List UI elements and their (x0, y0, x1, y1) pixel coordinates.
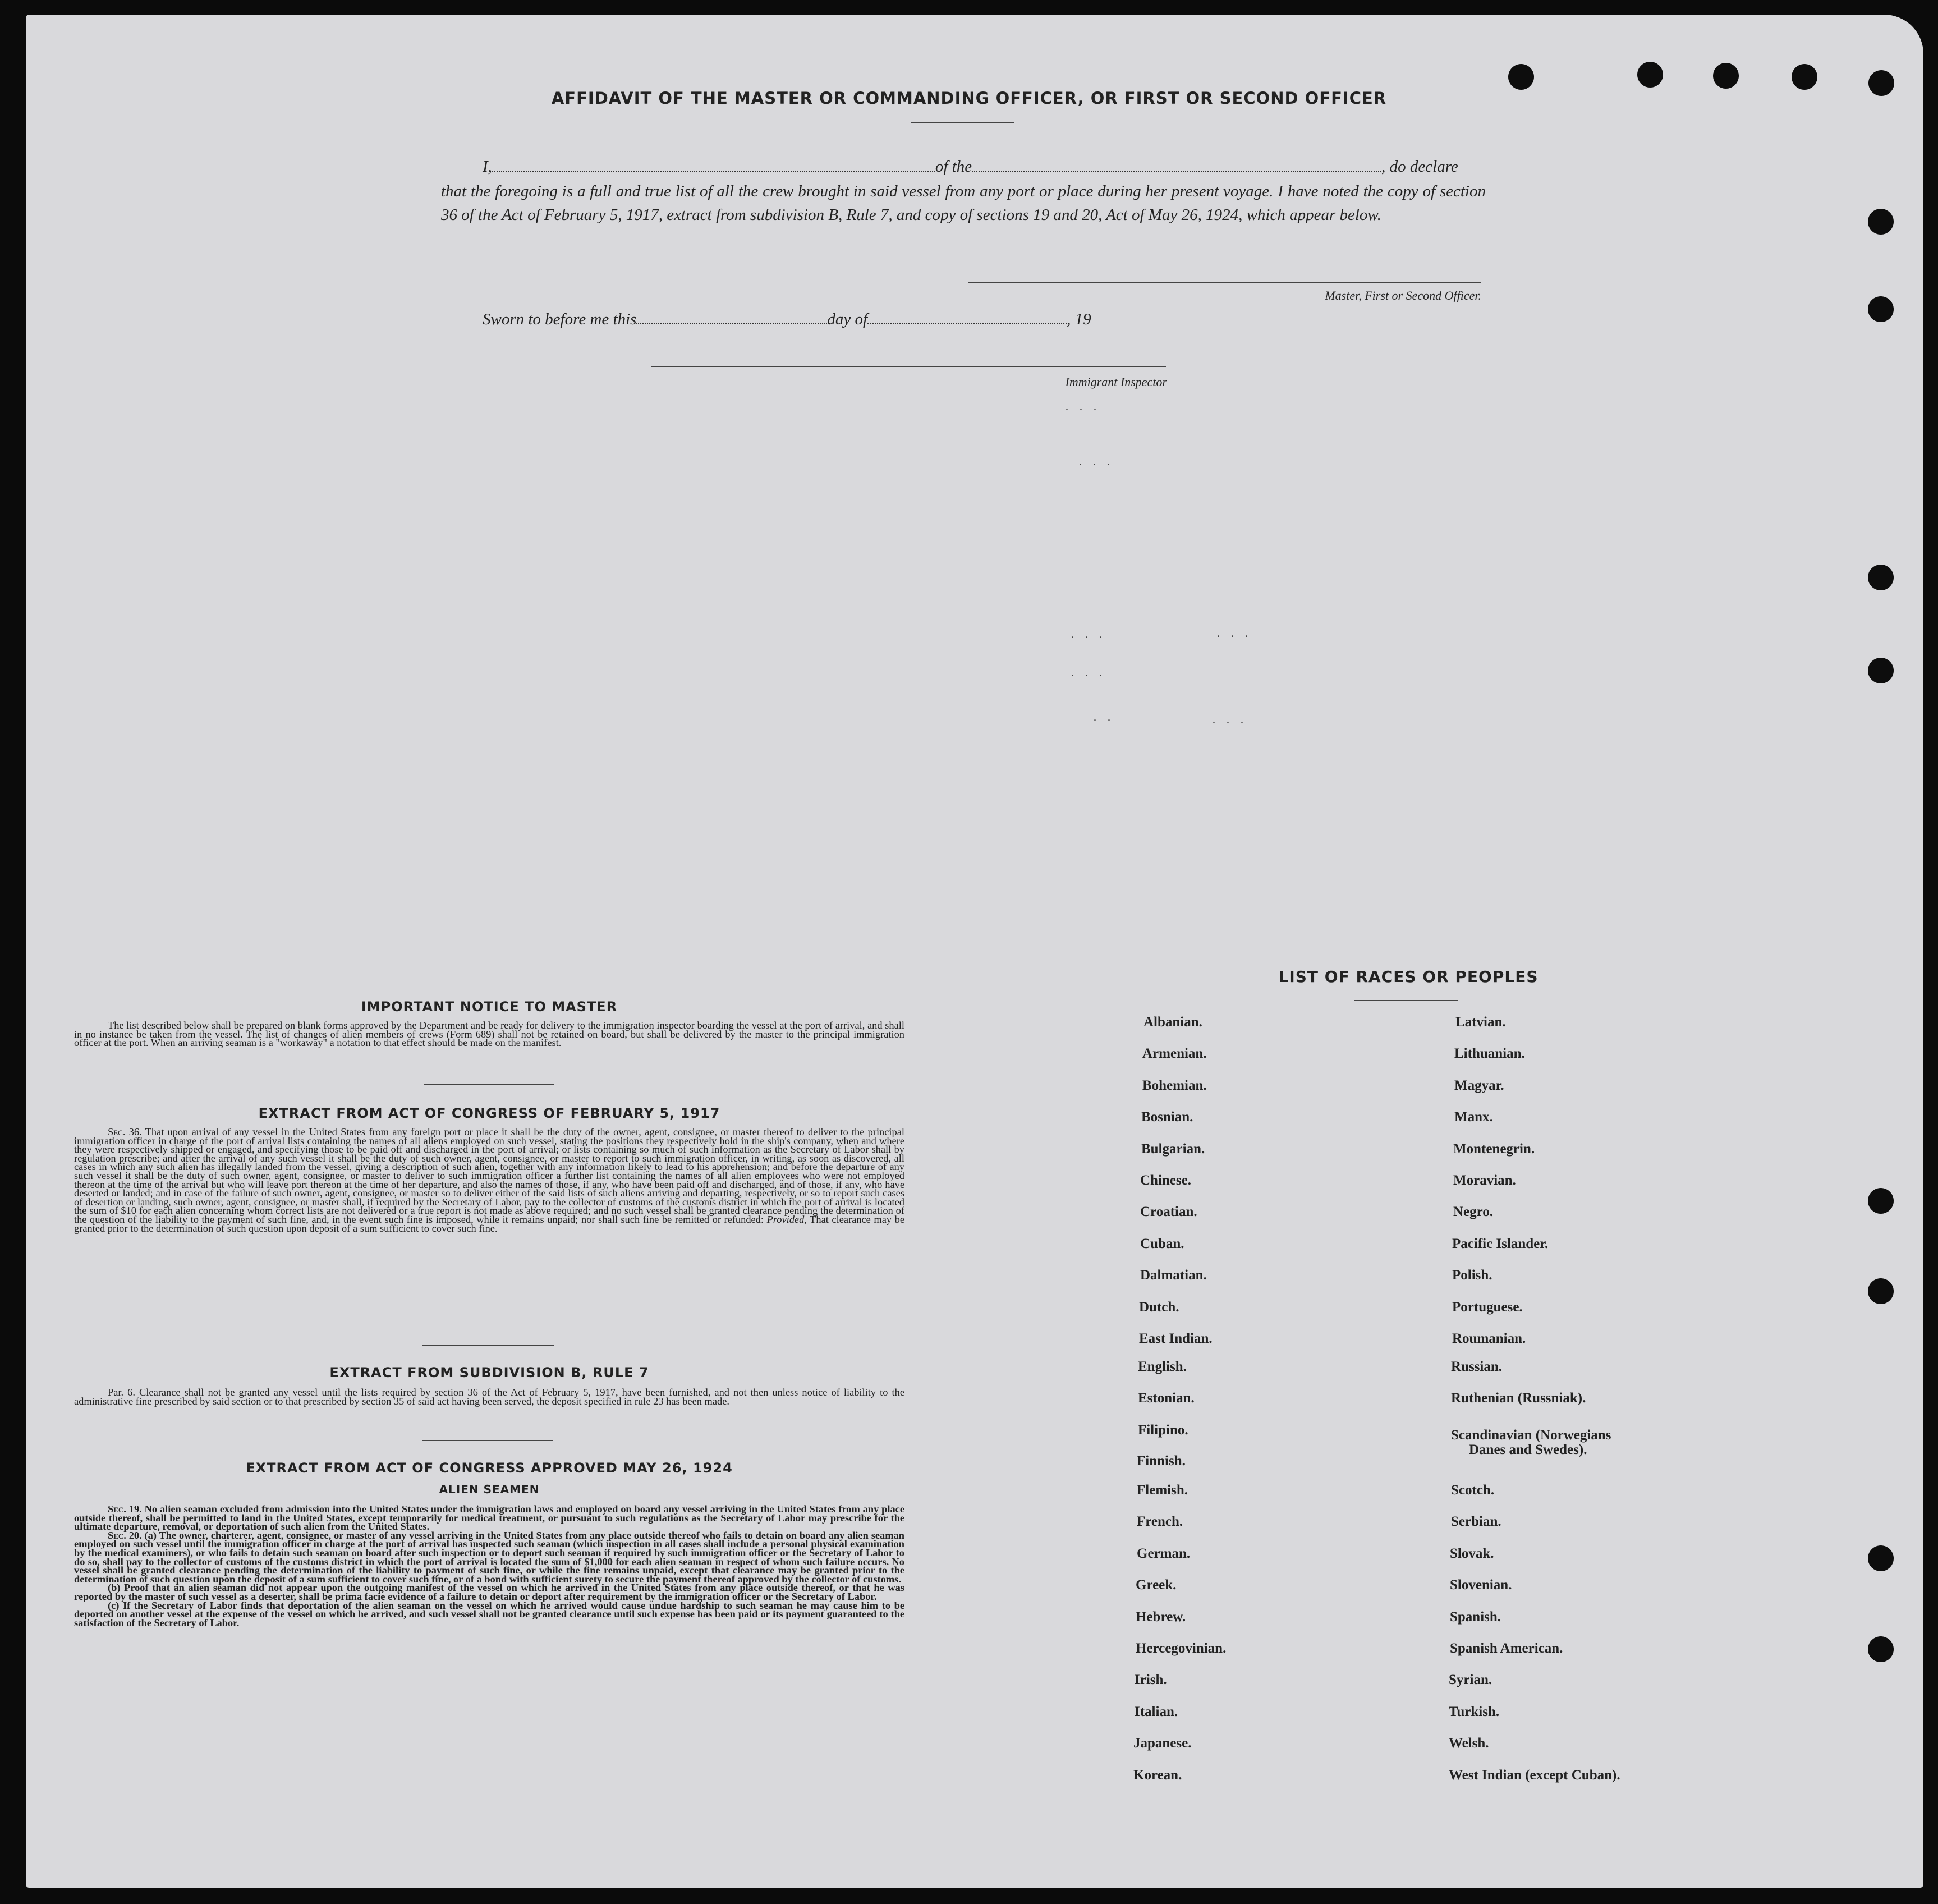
race-item: Lithuanian. (1454, 1046, 1525, 1061)
stray-marks: ... (1078, 455, 1120, 469)
race-item: Greek. (1136, 1577, 1177, 1593)
stray-marks: ... (1212, 713, 1254, 727)
stray-marks: ... (1216, 626, 1259, 640)
extract-1917-heading: EXTRACT FROM ACT OF CONGRESS OF FEBRUARY 5, 1917 (258, 1105, 720, 1121)
sec-36-paragraph (74, 1128, 904, 1233)
inspector-caption: Immigrant Inspector (1065, 375, 1167, 389)
race-item: German. (1137, 1546, 1191, 1561)
sec-19-label: Sec. 19. (108, 1503, 142, 1515)
race-item: Irish. (1135, 1672, 1167, 1687)
month-blank (867, 323, 1067, 324)
race-item: Magyar. (1454, 1078, 1504, 1093)
punch-hole (1868, 1545, 1894, 1571)
race-item: Armenian. (1142, 1046, 1207, 1061)
race-item: Dutch. (1139, 1300, 1179, 1315)
race-item: Ruthenian (Russniak). (1451, 1391, 1586, 1406)
race-item: Russian. (1451, 1359, 1503, 1374)
extract-1924-text (74, 1505, 904, 1627)
notice-heading: IMPORTANT NOTICE TO MASTER (361, 999, 618, 1015)
race-item: Finnish. (1137, 1453, 1186, 1469)
section-divider (422, 1440, 553, 1441)
race-item: Syrian. (1449, 1672, 1492, 1687)
declaration-first-line (483, 155, 1487, 178)
race-item: Moravian. (1453, 1173, 1516, 1188)
race-item: Filipino. (1138, 1423, 1188, 1438)
day-blank (636, 323, 827, 324)
race-item: Hebrew. (1136, 1609, 1186, 1625)
sec-20-label: Sec. 20. (108, 1529, 142, 1541)
sec-36-text-end: That clearance may be granted prior to the determination of such question upon deposit of a sum sufficient to cover such fine. (74, 1213, 904, 1234)
race-item: Italian. (1135, 1704, 1178, 1719)
race-item: Dalmatian. (1140, 1268, 1207, 1283)
extract-1917-text (74, 1128, 904, 1233)
name-blank (492, 171, 935, 172)
sworn-prefix: Sworn to before me this (483, 310, 637, 328)
notice-paragraph: The list described below shall be prepared on blank forms approved by the Department and be ready for delivery to the immigration inspector boarding the vessel at the port of arrival, and shall in no instance be taken from the vessel. The list of changes of alien members of crews (Form 689) shall not be retained on board, but shall be delivered by the master to the principal immigration officer at the port. When an arriving seaman is a "workaway" a notation to that effect should be made on the manifest. (74, 1020, 904, 1049)
declaration-text: that the foregoing is a full and true list of all the crew brought in said vessel from any port or place during her present voyage. I have noted the copy of section 36 of the Act of February 5, 1917, extract from subdivision B, Rule 7, and copy of sections 19 and 20, Act of May 26, 1924, which appear below. (441, 182, 1486, 224)
extract-1924-heading: EXTRACT FROM ACT OF CONGRESS APPROVED MAY 26, 1924 (246, 1460, 733, 1476)
declare-of-the-label: of the (935, 158, 972, 176)
punch-hole (1868, 296, 1894, 322)
sec-19-text: No alien seaman excluded from admission into the United States under the immigration laws and employed on board any vessel arriving in the United States from any place outside thereof, shall be permitted to land in the United States, except temporarily for medical treatment, or pursuant to such regulations as the Secretary of Labor may prescribe for the ultimate departure, removal, or deportation of such alien from the United States. (74, 1503, 904, 1533)
sec-20a-paragraph (74, 1531, 904, 1584)
stray-marks: .. (1093, 710, 1121, 724)
declare-end-label: , do declare (1381, 158, 1458, 176)
punch-hole (1792, 64, 1817, 90)
race-item: Croatian. (1140, 1204, 1197, 1219)
sec-20c-paragraph: (c) If the Secretary of Labor finds that deportation of the alien seaman on the vessel on which he arrived would cause undue hardship to such seaman he may cause him to be deported on another vessel at the expense of the vessel on which he arrived, and such vessel shall not be granted clearance until such expense has been paid or its payment guaranteed to the satisfaction of the Secretary of Labor. (74, 1599, 904, 1628)
sec-19-paragraph (74, 1505, 904, 1531)
punch-hole (1868, 209, 1894, 235)
race-item: Bosnian. (1141, 1109, 1193, 1125)
race-item: Bohemian. (1142, 1078, 1207, 1093)
rule7-heading: EXTRACT FROM SUBDIVISION B, RULE 7 (329, 1365, 649, 1380)
punch-hole (1868, 1636, 1894, 1662)
punch-hole (1713, 63, 1739, 89)
stray-marks: ... (1071, 627, 1113, 641)
race-item: Latvian. (1455, 1015, 1506, 1030)
race-item: Bulgarian. (1141, 1141, 1205, 1157)
stray-marks: ... (1065, 400, 1107, 414)
race-item: English. (1138, 1359, 1187, 1374)
punch-hole (1508, 64, 1534, 90)
master-signature-line (968, 282, 1481, 283)
declare-i-label: I, (483, 158, 492, 176)
race-item: Portuguese. (1452, 1300, 1523, 1315)
stray-marks: ... (1071, 666, 1113, 680)
races-list-title: LIST OF RACES OR PEOPLES (1278, 967, 1539, 986)
notice-text (74, 1021, 904, 1048)
master-caption: Master, First or Second Officer. (1325, 288, 1481, 302)
sec-36-text: That upon arrival of any vessel in the United States from any foreign port or place it shall be the duty of the owner, agent, consignee, or master thereof to deliver to the principal immigration officer in charge of the port of arrival lists containing the names of all aliens employed on such vessel, stating the positions they respectively hold in the ship's company, when and where they were respectively shipped or engaged, and specifying those to be paid off and discharged in the port of arrival; or lists containing so much of such information as the Secretary of Labor shall by regulation prescribe; and after the arrival of any such vessel it shall be the duty of such owner, agent, consignee, or master to report to such immigration officer, in writing, as soon as discovered, all cases in which any such alien has illegally landed from the vessel, giving a description of such alien, together with any information likely to lead to his apprehension; and before the departure of any such vessel it shall be the duty of such owner, agent, consignee, or master to deliver to such immigration officer a further list containing the names of all alien employees who were not employed thereon at the time of the arrival but who will leave port thereon at the time of her departure, and also the names of those, if any, who have been paid off and discharged, and of those, if any, who have deserted or landed; and in case of the failure of such owner, agent, consignee, or master so to deliver either of the said lists of such aliens arriving and departing, respectively, or so to report such cases of desertion or landing, such owner, agent, consignee, or master shall, if required by the Secretary of Labor, pay to the collector of customs of the customs district in which the port of arrival is located the sum of $10 for each alien concerning whom correct lists are not delivered or a true report is not made as above required; and no such vessel shall be granted clearance pending the determination of the question of the liability to the payment of such fine, and, in the event such fine is imposed, while it remains unpaid; nor shall such fine be remitted or refunded: (74, 1126, 904, 1225)
race-item: West Indian (except Cuban). (1449, 1768, 1620, 1783)
sworn-line (483, 308, 1156, 331)
race-item: Polish. (1452, 1268, 1492, 1283)
race-item: Scotch. (1451, 1483, 1495, 1498)
section-divider (424, 1084, 554, 1085)
race-item: Spanish American. (1450, 1641, 1563, 1656)
punch-hole (1868, 658, 1894, 683)
punch-hole (1637, 62, 1663, 88)
race-item: French. (1137, 1514, 1183, 1529)
race-item: Spanish. (1450, 1609, 1501, 1625)
race-item: Turkish. (1449, 1704, 1500, 1719)
vessel-blank (972, 171, 1381, 172)
race-item: Korean. (1133, 1768, 1182, 1783)
race-item: Flemish. (1137, 1483, 1188, 1498)
rule7-text (74, 1388, 904, 1406)
race-item: Chinese. (1140, 1173, 1191, 1188)
sworn-year: , 19 (1067, 310, 1091, 328)
punch-hole (1868, 565, 1894, 590)
race-item: Albanian. (1143, 1015, 1202, 1030)
sec-20b-paragraph: (b) Proof that an alien seaman did not appear upon the outgoing manifest of the vessel on which he arrived in the United States from any place outside thereof, or that he was reported by the master of such vessel as a deserter, shall be prima facie evidence of a failure to detain or deport after requirement by the immigration officer or the Secretary of Labor. (74, 1582, 904, 1602)
race-item: Slovak. (1450, 1546, 1494, 1561)
punch-hole (1868, 1278, 1894, 1304)
race-item: Danes and Swedes). (1469, 1442, 1587, 1457)
race-item: Montenegrin. (1453, 1141, 1535, 1157)
punch-hole (1868, 1188, 1894, 1214)
provided-label: Provided, (766, 1213, 807, 1225)
sworn-day-of: day of (827, 310, 868, 328)
race-item: Cuban. (1140, 1236, 1184, 1251)
sec-20a-text: (a) The owner, charterer, agent, consignee, or master of any vessel arriving in the United States from any place outside thereof who fails to detain on board any alien seaman employed on such vessel until the immigration officer in charge at the port of arrival has inspected such seaman (which inspection in all cases shall include a personal physical examination by the medical examiners), or who fails to detain such seaman on board after such inspection or to deport such seaman if required by such immigration officer or the Secretary of Labor to do so, shall pay to the collector of customs of the customs district in which the port of arrival is located the sum of $1,000 for each alien seaman in respect of whom such failure occurs. No vessel shall be granted clearance pending the determination of the liability to payment of such fine, or while the fine remains unpaid, except that clearance may be granted prior to the determination of such question upon the deposit of a sum sufficient to cover such fine, or of a bond with sufficient surety to secure the payment thereof approved by the collector of customs. (74, 1529, 904, 1585)
race-item: Pacific Islander. (1452, 1236, 1549, 1251)
race-item: East Indian. (1139, 1331, 1213, 1346)
race-item: Estonian. (1138, 1391, 1195, 1406)
race-item: Negro. (1453, 1204, 1494, 1219)
race-item: Slovenian. (1450, 1577, 1512, 1593)
inspector-signature-line (651, 366, 1166, 367)
affidavit-title: AFFIDAVIT OF THE MASTER OR COMMANDING OFFICER, OR FIRST OR SECOND OFFICER (551, 89, 1387, 108)
race-item: Serbian. (1451, 1514, 1501, 1529)
race-item: Welsh. (1449, 1736, 1489, 1751)
rule7-paragraph: Par. 6. Clearance shall not be granted any vessel until the lists required by section 36 of the Act of February 5, 1917, have been furnished, and not then unless notice of liability to the administrative fine prescribed by said section or to that prescribed by section 35 of said act having been served, the deposit specified in rule 23 has been made. (74, 1387, 904, 1407)
race-item: Scandinavian (Norwegians (1451, 1428, 1611, 1443)
sec-36-label: Sec. 36. (108, 1126, 142, 1137)
race-item: Hercegovinian. (1136, 1641, 1227, 1656)
race-item: Roumanian. (1452, 1331, 1526, 1346)
alien-seamen-subheading: ALIEN SEAMEN (439, 1483, 540, 1496)
title-underline (911, 122, 1014, 123)
races-title-underline (1354, 1000, 1458, 1001)
section-divider (422, 1345, 554, 1346)
race-item: Manx. (1454, 1109, 1493, 1125)
race-item: Japanese. (1133, 1736, 1192, 1751)
